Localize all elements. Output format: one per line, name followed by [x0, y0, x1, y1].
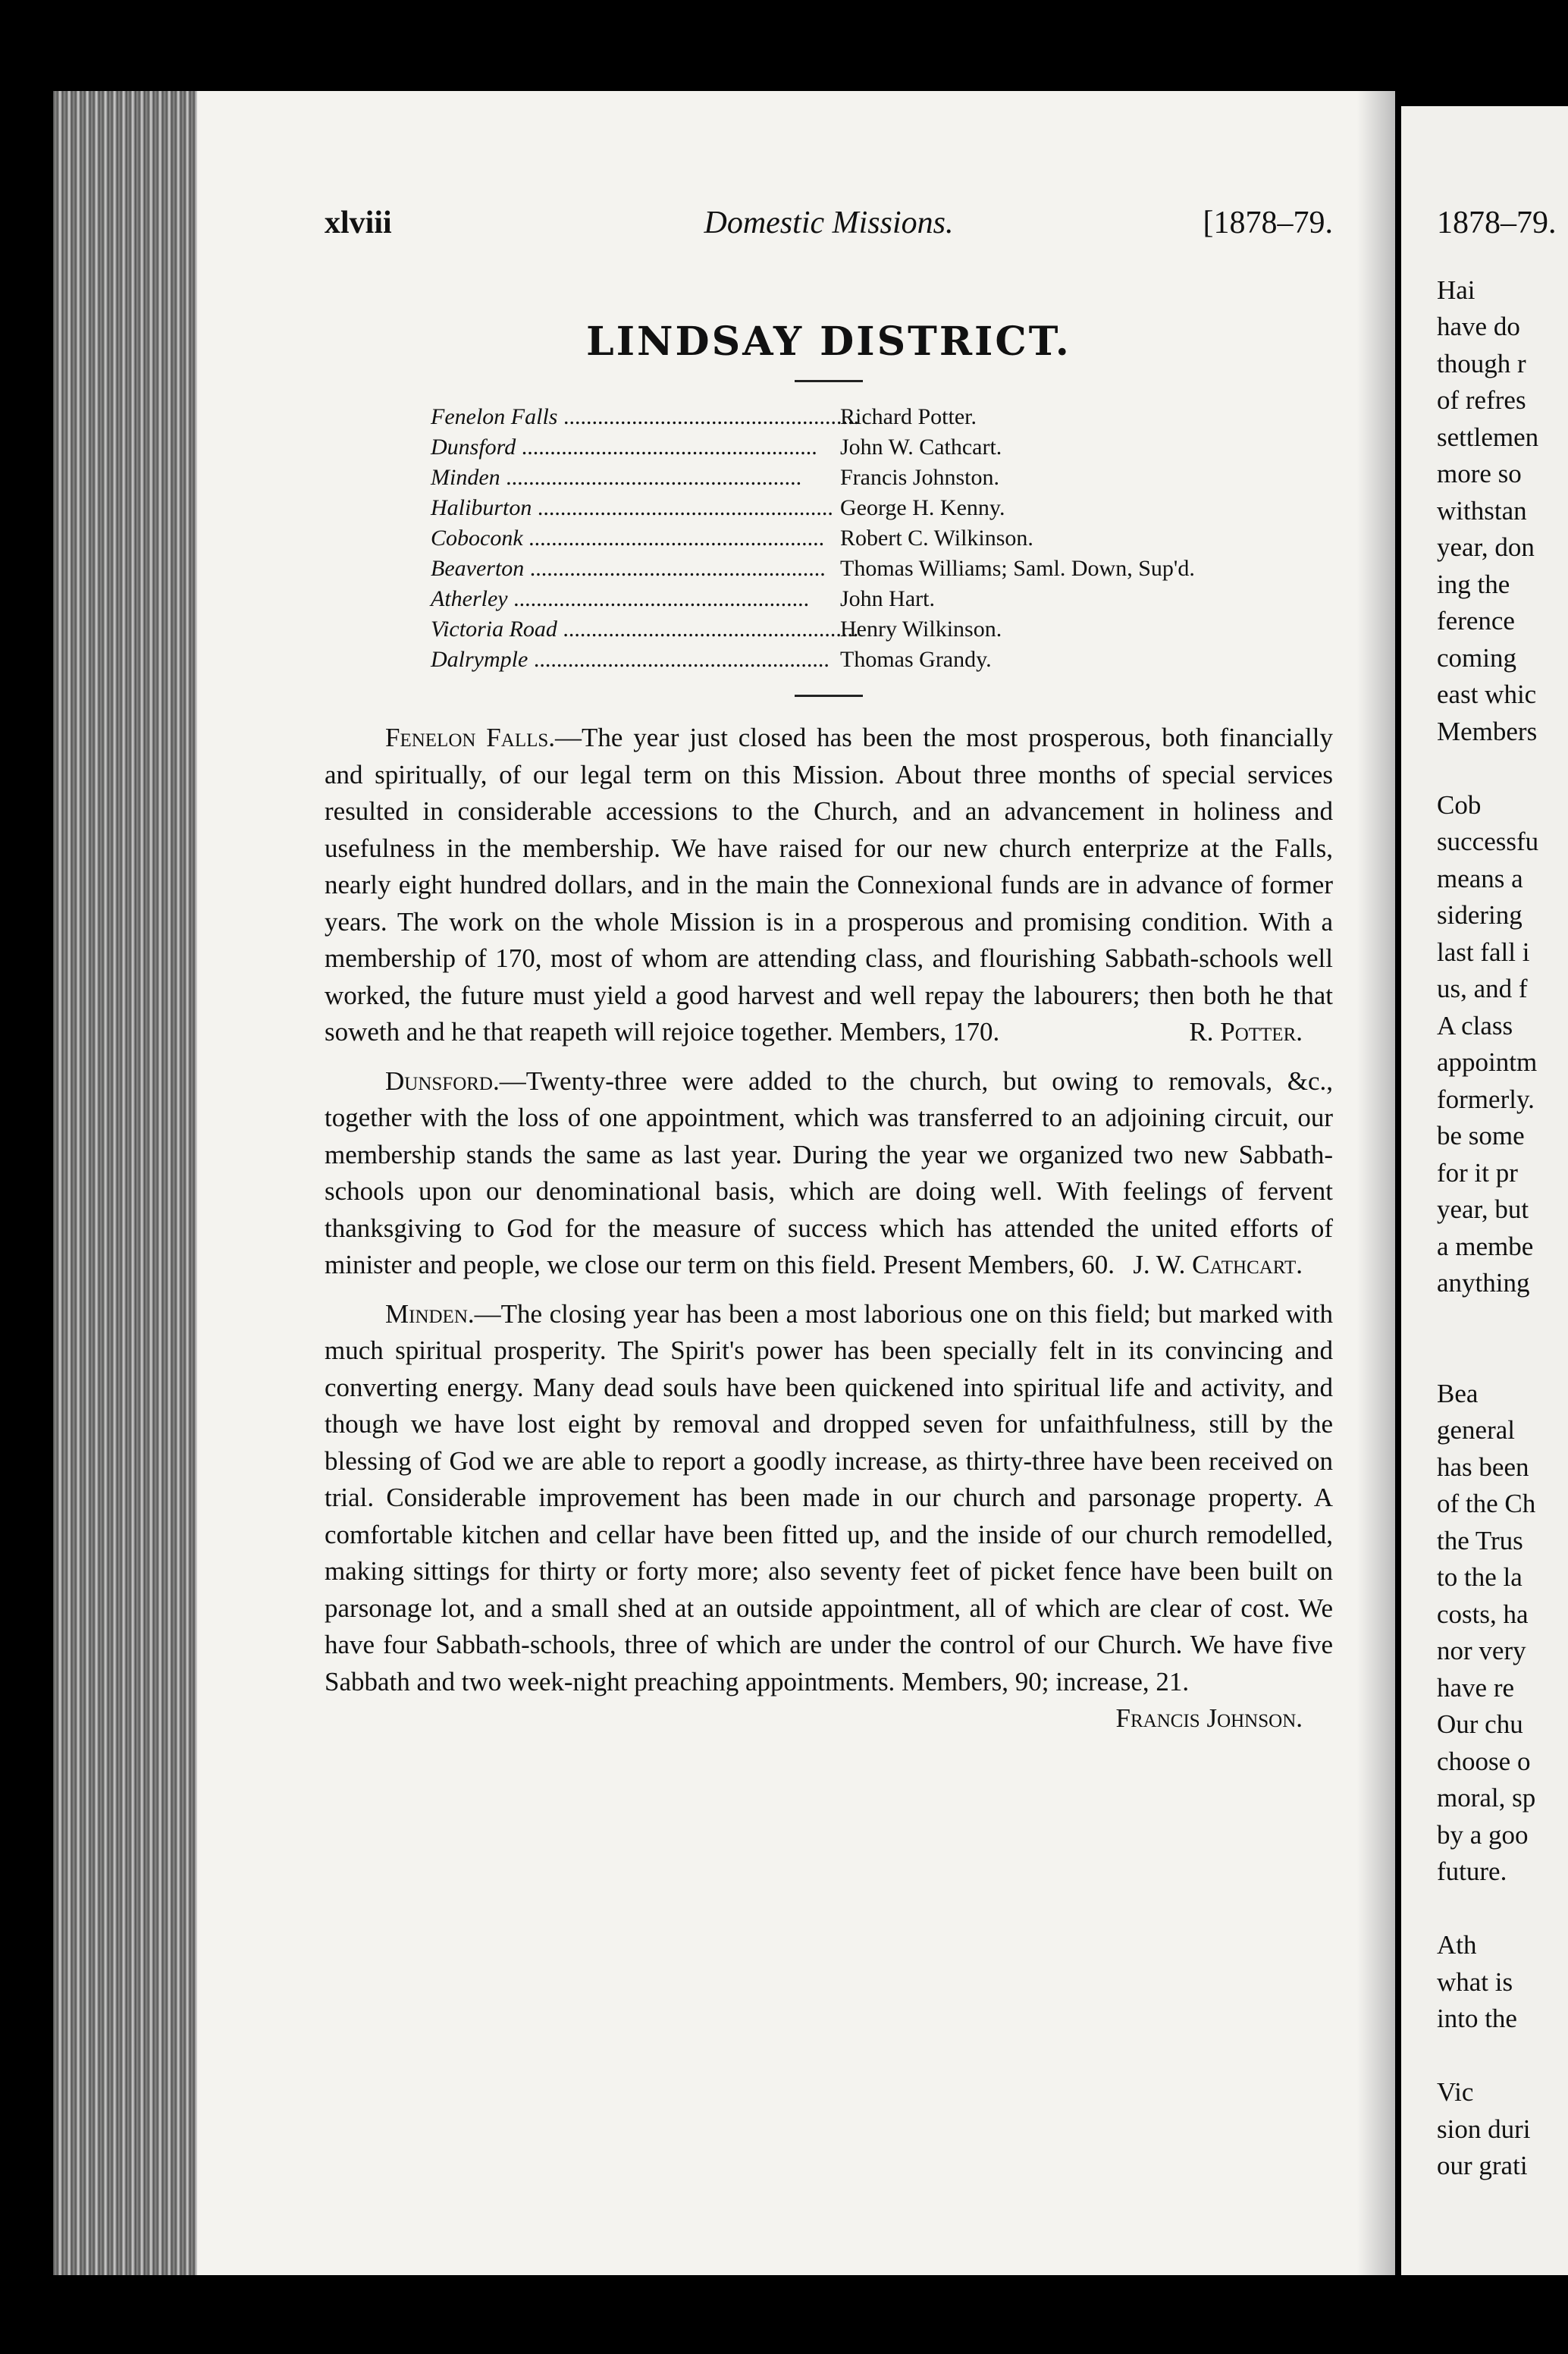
right-page-line: though r — [1437, 348, 1526, 378]
right-page-line: Ath — [1437, 1930, 1477, 1960]
right-page-line: anything — [1437, 1268, 1530, 1298]
minister-name: John Hart. — [840, 586, 935, 611]
station-name: Dalrymple ..... — [431, 645, 840, 675]
right-page-line: by a goo — [1437, 1819, 1529, 1850]
district-title: LINDSAY DISTRICT. — [586, 319, 1071, 365]
right-page-line: successfu — [1437, 827, 1539, 856]
report-lead: Dunsford. — [385, 1066, 500, 1096]
book-gutter — [1357, 91, 1395, 2275]
right-page-line: ing the — [1437, 569, 1510, 599]
right-page-line: year, but — [1437, 1194, 1529, 1224]
right-page-line: have do — [1437, 312, 1520, 341]
roster-row — [431, 554, 1333, 584]
roster-row — [431, 523, 1333, 554]
roster-row — [431, 645, 1333, 675]
roster-row — [431, 463, 1333, 493]
report-body: —The closing year has been a most laborious one on this field; but marked with much spiritual prosperity. The Spirit's power has been specially felt in its convincing and converting energy. Many dead souls have been quickened into spiritual life and activity, and though we have lost eight by removal and dropped seven for unfaithfulness, still by the blessing of God we are able to report a goodly increase, as thirty-three have been received on trial. Considerable improvement has been made in our church and parsonage property. A comfortable kitchen and cellar have been fitted up, and the inside of our church remodelled, making sittings for thirty or forty more; also seventy feet of picket fence have been built on parsonage lot, and a small shed at an outside appointment, all of which are clear of cost. We have four Sabbath-schools, three of which are under the control of our Church. We have five Sabbath and two week-night preaching appointments. Members, 90; increase, 21. — [325, 1298, 1333, 1696]
minister-name: John W. Cathcart. — [840, 435, 1002, 460]
page-header — [325, 205, 1333, 250]
right-page-line: means a — [1437, 863, 1523, 893]
right-page-line: ference — [1437, 606, 1515, 636]
title-rule — [795, 380, 863, 382]
report-body: —The year just closed has been the most prosperous, both financially and spiritually, of our legal term on this Mission. About three months of special services resulted in considerable accessions to the Church, and an advancement in holiness and usefulness in the membership. We have raised for our new church enterprize at the Falls, nearly eight hundred dollars, and in the main the Connexional funds are in advance of former years. The work on the whole Mission is in a prosperous and promising condition. With a membership of 170, most of whom are attending class, and flourishing Sabbath-schools well worked, the future must yield a good harvest and well repay the labourers; then both he that soweth and he that reapeth will rejoice together. Members, 170. — [325, 723, 1333, 1047]
roster-rule — [795, 695, 863, 697]
station-name: Atherley ..... — [431, 584, 840, 614]
station-name: Victoria Road ..... — [431, 614, 840, 645]
right-page-line: east whic — [1437, 680, 1537, 709]
station-name: Fenelon Falls ..... — [431, 402, 840, 432]
right-page-line: have re — [1437, 1672, 1515, 1703]
right-page-line: sidering — [1437, 900, 1523, 930]
right-page-line: into the — [1437, 2004, 1517, 2033]
report-signature: R. Potter. — [1189, 1017, 1303, 1047]
report-body: —Twenty-three were added to the church, but owing to removals, &c., together with the loss of one appointment, which was transferred to an adjoining circuit, our membership stands the same as last year. During the year we organized two new Sabbath-schools upon our denominational basis, which are doing well. With feelings of fervent thanksgiving to God for the measure of success which has attended the united efforts of minister and people, we close our term on this field. Present Members, 60. — [325, 1066, 1333, 1279]
roster-row — [431, 432, 1333, 463]
right-page-line: to the la — [1437, 1562, 1523, 1592]
right-page-line: Hai — [1437, 275, 1475, 305]
station-name: Dunsford ..... — [431, 432, 840, 463]
right-page-line: Members — [1437, 716, 1538, 746]
right-page-line: be some — [1437, 1121, 1525, 1150]
right-page-line: of refres — [1437, 385, 1526, 415]
right-page-line: last fall i — [1437, 937, 1530, 967]
report-lead: Minden. — [385, 1298, 475, 1329]
right-page-line: withstan — [1437, 495, 1527, 526]
right-page-line: sion duri — [1437, 2114, 1531, 2144]
right-page-line: what is — [1437, 1966, 1513, 1997]
report-signature: Francis Johnson. — [1115, 1703, 1303, 1733]
roster-row — [431, 584, 1333, 614]
right-page-line: of the Ch — [1437, 1489, 1536, 1518]
header-year: [1878–79. — [1203, 206, 1333, 240]
minister-name: Francis Johnston. — [840, 465, 999, 490]
book-page-edges — [53, 91, 197, 2275]
right-page-line: Bea — [1437, 1378, 1479, 1408]
right-page-line: nor very — [1437, 1636, 1526, 1665]
right-page-line: Our chu — [1437, 1709, 1523, 1739]
right-page-line — [1437, 1891, 1566, 1928]
right-page-line — [1437, 1302, 1566, 1339]
station-roster — [431, 402, 1333, 675]
left-page-text — [325, 205, 1333, 1750]
right-page-line: Cob — [1437, 789, 1482, 820]
right-page-line: our grati — [1437, 2151, 1528, 2180]
right-page-line: the Trus — [1437, 1525, 1523, 1555]
report-minden — [325, 1296, 1333, 1737]
station-name: Coboconk ..... — [431, 523, 840, 554]
roster-row — [431, 493, 1333, 523]
minister-name: Richard Potter. — [840, 404, 977, 429]
right-page-text — [1437, 205, 1566, 2180]
right-header-year: 1878–79. — [1437, 206, 1557, 240]
right-page-line: more so — [1437, 459, 1522, 488]
minister-name: Thomas Grandy. — [840, 647, 992, 672]
roster-row — [431, 402, 1333, 432]
right-page-line: Vic — [1437, 2077, 1474, 2107]
minister-name: Henry Wilkinson. — [840, 617, 1002, 642]
right-page-line: moral, sp — [1437, 1783, 1536, 1813]
right-page-line — [1437, 750, 1566, 787]
minister-name: Thomas Williams; Saml. Down, Sup'd. — [840, 556, 1195, 581]
report-dunsford — [325, 1063, 1333, 1284]
right-page-line: settlemen — [1437, 422, 1539, 452]
right-page-line: formerly. — [1437, 1084, 1535, 1114]
right-page-line — [1437, 1339, 1566, 1376]
right-page-line: appointm — [1437, 1047, 1538, 1077]
right-page-line: costs, ha — [1437, 1599, 1529, 1629]
station-name: Haliburton ..... — [431, 493, 840, 523]
report-signature: J. W. Cathcart. — [1133, 1250, 1303, 1279]
right-page-line: a membe — [1437, 1231, 1534, 1261]
station-name: Beaverton ..... — [431, 554, 840, 584]
right-page-line: for it pr — [1437, 1157, 1518, 1188]
report-fenelon-falls — [325, 720, 1333, 1051]
right-page-line — [1437, 2038, 1566, 2075]
right-page-line: future. — [1437, 1857, 1507, 1886]
page-folio: xlviii — [325, 206, 392, 240]
report-lead: Fenelon Falls. — [385, 723, 556, 752]
right-page-line: coming — [1437, 642, 1516, 673]
minister-name: George H. Kenny. — [840, 495, 1005, 520]
right-page-lines — [1437, 272, 1566, 2180]
minister-name: Robert C. Wilkinson. — [840, 526, 1033, 551]
roster-row — [431, 614, 1333, 645]
station-name: Minden ..... — [431, 463, 840, 493]
running-title: Domestic Missions. — [704, 206, 954, 240]
right-page-line: year, don — [1437, 532, 1535, 562]
right-page-line: choose o — [1437, 1746, 1531, 1776]
right-page-line: us, and f — [1437, 974, 1528, 1003]
right-page-line: general — [1437, 1415, 1515, 1445]
right-page-line: A class — [1437, 1010, 1513, 1040]
right-page-line: has been — [1437, 1452, 1529, 1482]
